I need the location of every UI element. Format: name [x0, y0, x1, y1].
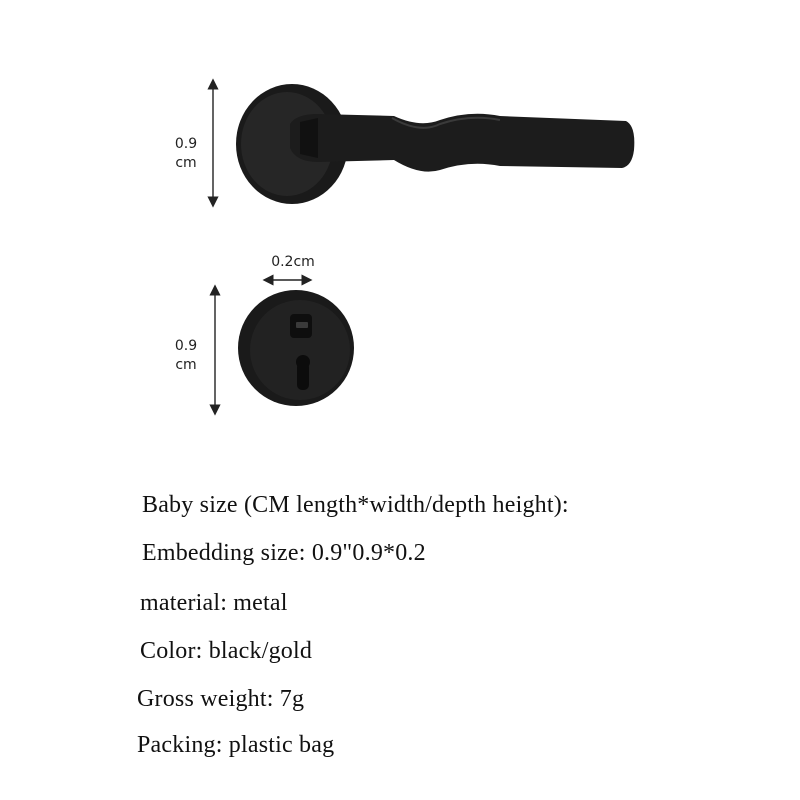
- lock-height-label: 0.9 cm: [174, 338, 198, 373]
- color-text: Color: black/gold: [140, 638, 313, 664]
- gross-weight-text: Gross weight: 7g: [137, 686, 305, 712]
- lever-handle-image: [236, 84, 634, 204]
- embedding-size-text: Embedding size: 0.9"0.9*0.2: [142, 540, 426, 566]
- size-header-text: Baby size (CM length*width/depth height):: [142, 492, 569, 518]
- lock-rosette-image: [238, 290, 354, 406]
- material-text: material: metal: [140, 590, 288, 616]
- lock-width-label: 0.2cm: [271, 254, 315, 270]
- packing-text: Packing: plastic bag: [137, 732, 335, 758]
- handle-height-label: 0.9 cm: [174, 136, 198, 171]
